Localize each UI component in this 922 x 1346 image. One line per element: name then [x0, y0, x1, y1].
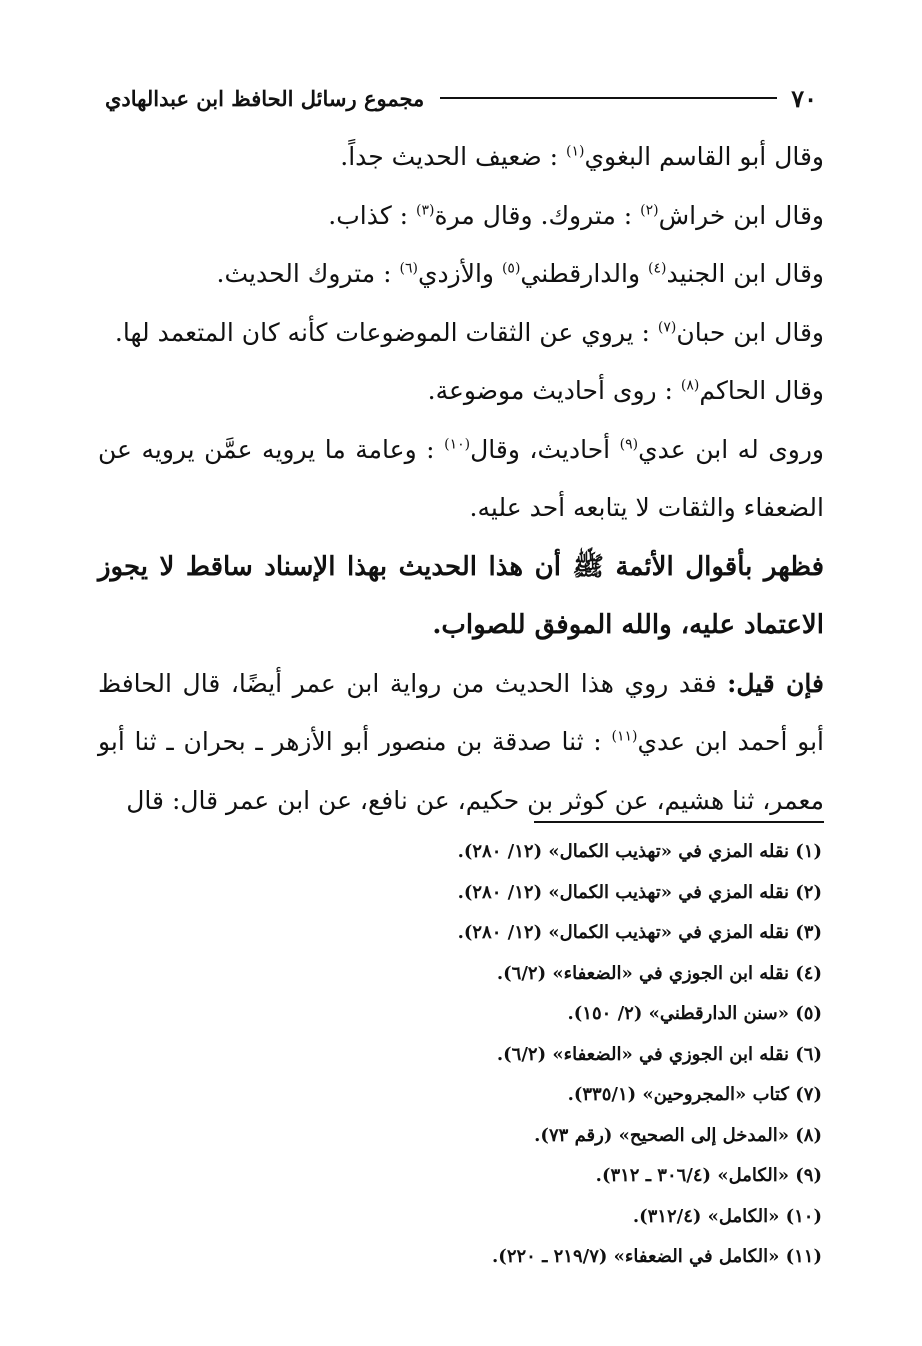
- paragraph-text: : متروك. وقال مرة: [434, 200, 641, 230]
- paragraph-ibn-khirash: [98, 187, 824, 246]
- footnote-ref[interactable]: (٦): [399, 260, 418, 277]
- paragraph-text: وقال ابن الجنيد: [666, 259, 824, 288]
- paragraph-text: : روى أحاديث موضوعة.: [427, 376, 681, 405]
- paragraph-text: والدارقطني: [520, 259, 648, 288]
- footnote-ref[interactable]: (١٠): [444, 436, 471, 453]
- paragraph-ibn-junayd: [98, 245, 824, 304]
- footnote-separator: [534, 821, 824, 823]
- paragraph-objection: [98, 655, 824, 831]
- footnote-ref[interactable]: (٧): [657, 319, 677, 336]
- paragraph-text: : ثنا صدقة بن منصور أبو الأزهر ـ بحران ـ ثنا أبو معمر، ثنا هشيم، عن كوثر بن حكيم، عن نافع، عن ابن عمر قال: قال: [98, 727, 824, 815]
- footnote-item: (١) نقله المزي في «تهذيب الكمال» (١٢/ ٢٨٠).: [457, 841, 822, 862]
- paragraph-text: وروى له ابن عدي: [638, 434, 824, 464]
- footnote-item: (١٠) «الكامل» (٣١٢/٤).: [632, 1205, 822, 1227]
- paragraph-baghawi: [98, 128, 824, 187]
- footnote-ref[interactable]: (٥): [501, 260, 521, 277]
- paragraph-text: فقد روي هذا الحديث من رواية ابن عمر أيضًا، قال الحافظ أبو أحمد ابن عدي: [98, 668, 824, 756]
- footnote-ref[interactable]: (٤): [647, 260, 667, 277]
- book-title: مجموع رسائل الحافظ ابن عبدالهادي: [105, 85, 425, 111]
- paragraph-ibn-hibban: [98, 304, 824, 363]
- paragraph-text: أحاديث، وقال: [470, 434, 620, 464]
- running-header: [105, 78, 817, 118]
- footnote-ref[interactable]: (١١): [611, 728, 638, 745]
- paragraph-text: وقال ابن حبان: [676, 317, 824, 347]
- footnotes: [100, 832, 822, 1278]
- footnote-item: (٤) نقله ابن الجوزي في «الضعفاء» (٦/٢).: [496, 962, 822, 984]
- paragraph-hakim: [98, 362, 824, 421]
- footnote-ref[interactable]: (٨): [680, 377, 700, 394]
- footnote-ref[interactable]: (٩): [619, 436, 639, 453]
- header-rule: [440, 97, 777, 99]
- paragraph-text: : كذاب.: [328, 200, 417, 230]
- footnote-item: (٨) «المدخل إلى الصحيح» (رقم ٧٣).: [534, 1124, 822, 1146]
- paragraph-text: وقال ابن خراش: [658, 200, 824, 230]
- footnote-item: (٩) «الكامل» (٣٠٦/٤ ـ ٣١٢).: [595, 1165, 822, 1186]
- paragraph-text: والأزدي: [417, 259, 502, 288]
- paragraph-text: : يروي عن الثقات الموضوعات كأنه كان المتعمد لها.: [114, 317, 658, 347]
- footnote-ref[interactable]: (٣): [416, 202, 435, 219]
- paragraph-text: وقال أبو القاسم البغوي: [584, 142, 824, 171]
- paragraph-conclusion: فظهر بأقوال الأئمة ﷺ أن هذا الحديث بهذا الإسناد ساقط لا يجوز الاعتماد عليه، والله الموفق للصواب.: [98, 551, 824, 640]
- footnote-item: (٦) نقله ابن الجوزي في «الضعفاء» (٦/٢).: [496, 1043, 822, 1065]
- paragraph-text: : متروك الحديث.: [216, 259, 400, 288]
- objection-lead: فإن قيل:: [727, 668, 824, 698]
- footnote-item: (٧) كتاب «المجروحين» (٣٣٥/١).: [567, 1084, 822, 1105]
- footnote-ref[interactable]: (١): [566, 143, 585, 160]
- footnote-item: (٢) نقله المزي في «تهذيب الكمال» (١٢/ ٢٨٠).: [457, 881, 822, 903]
- footnote-item: (٣) نقله المزي في «تهذيب الكمال» (١٢/ ٢٨٠).: [457, 922, 822, 943]
- footnote-ref[interactable]: (٢): [640, 202, 659, 219]
- main-text: [98, 128, 824, 830]
- page-number: ٧٠: [791, 83, 817, 113]
- footnote-item: (١١) «الكامل في الضعفاء» (٢١٩/٧ ـ ٢٢٠).: [492, 1246, 822, 1267]
- paragraph-text: وقال الحاكم: [699, 376, 824, 405]
- paragraph-ibn-adi: [98, 421, 824, 538]
- paragraph-text: : وعامة ما يرويه عمَّن يرويه عن الضعفاء والثقات لا يتابعه أحد عليه.: [98, 434, 824, 522]
- paragraph-text: : ضعيف الحديث جداً.: [340, 142, 566, 171]
- footnote-item: (٥) «سنن الدارقطني» (٢/ ١٥٠).: [567, 1003, 822, 1024]
